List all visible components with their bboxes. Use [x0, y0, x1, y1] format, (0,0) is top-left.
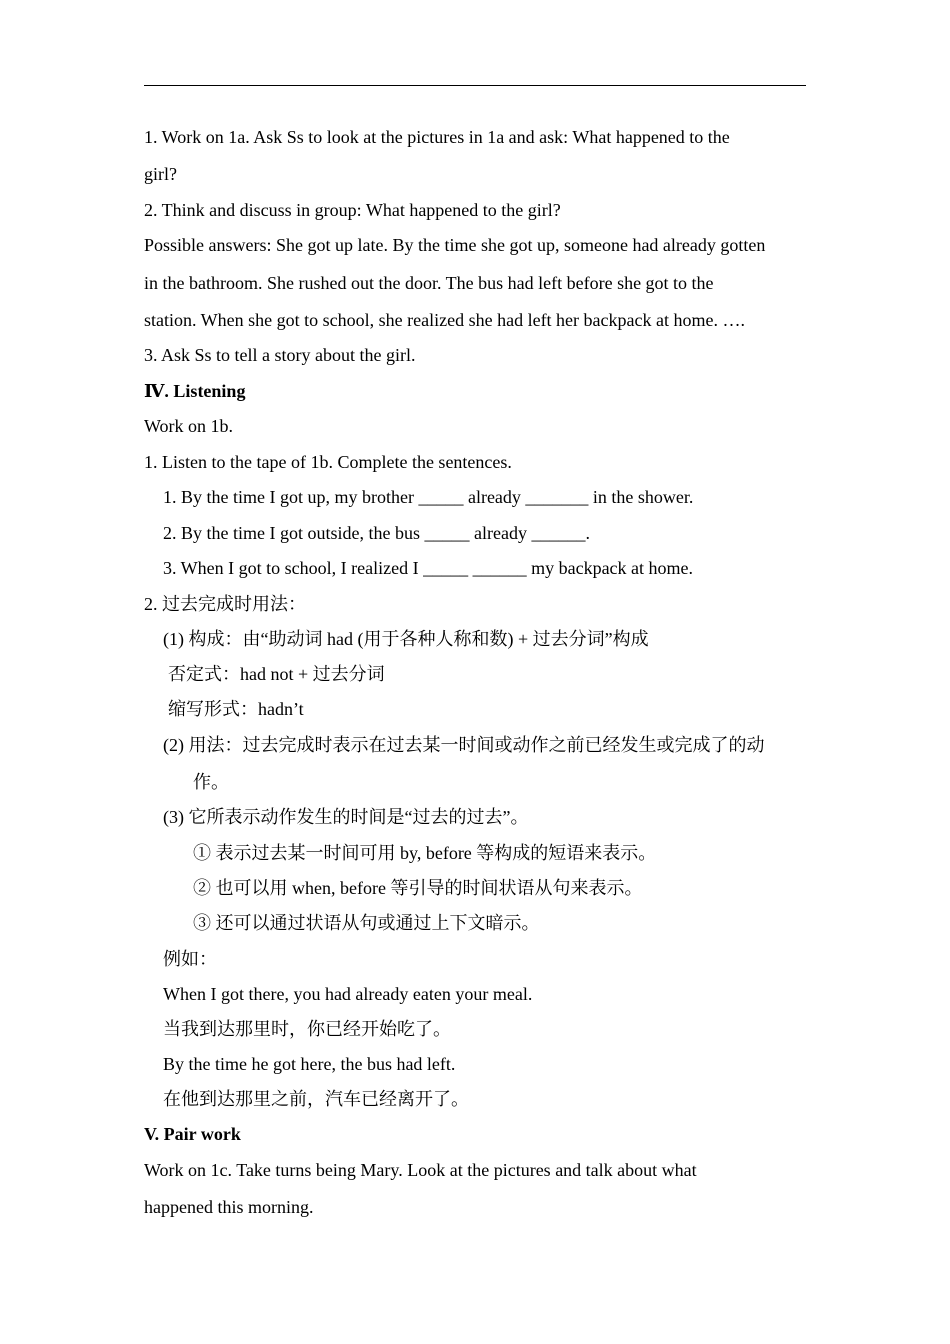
usage-rule-line2: 作。: [193, 772, 229, 792]
negative-form: 否定式：had not + 过去分词: [168, 664, 385, 684]
step3-text: 3. Ask Ss to tell a story about the girl.: [144, 345, 416, 365]
section-heading-listening: Ⅳ. Listening: [144, 381, 246, 401]
form-rule: (1) 构成：由“助动词 had (用于各种人称和数) + 过去分词”构成: [163, 629, 649, 649]
pair-work-line2: happened this morning.: [144, 1197, 314, 1217]
example-2-chinese: 在他到达那里之前，汽车已经离开了。: [163, 1089, 469, 1109]
past-perfect-usage-title: 2. 过去完成时用法：: [144, 594, 306, 614]
fill-blank-sentence-1: 1. By the time I got up, my brother _____ already _______ in the shower.: [163, 487, 694, 507]
time-rule: (3) 它所表示动作发生的时间是“过去的过去”。: [163, 807, 529, 827]
section-heading-pair-work: V. Pair work: [144, 1124, 241, 1144]
example-1-chinese: 当我到达那里时，你已经开始吃了。: [163, 1019, 451, 1039]
time-point-2: ② 也可以用 when, before 等引导的时间状语从句来表示。: [193, 878, 643, 898]
example-label: 例如：: [163, 949, 217, 969]
possible-answers-line3: station. When she got to school, she realized she had left her backpack at home. ….: [144, 310, 745, 330]
step2-text: 2. Think and discuss in group: What happened to the girl?: [144, 200, 561, 220]
example-2-english: By the time he got here, the bus had left.: [163, 1054, 456, 1074]
step1-text-line1: 1. Work on 1a. Ask Ss to look at the pictures in 1a and ask: What happened to the: [144, 127, 730, 147]
step1-text-line2: girl?: [144, 164, 177, 184]
possible-answers-line1: Possible answers: She got up late. By the time she got up, someone had already gotten: [144, 235, 766, 255]
header-rule: [144, 85, 806, 86]
fill-blank-sentence-3: 3. When I got to school, I realized I _____ ______ my backpack at home.: [163, 558, 694, 578]
usage-rule-line1: (2) 用法：过去完成时表示在过去某一时间或动作之前已经发生或完成了的动: [163, 735, 765, 755]
short-form: 缩写形式：hadn’t: [168, 699, 304, 719]
pair-work-line1: Work on 1c. Take turns being Mary. Look at the pictures and talk about what: [144, 1160, 697, 1180]
work-on-1b: Work on 1b.: [144, 416, 234, 436]
time-point-1: ① 表示过去某一时间可用 by, before 等构成的短语来表示。: [193, 843, 657, 863]
time-point-3: ③ 还可以通过状语从句或通过上下文暗示。: [193, 913, 540, 933]
possible-answers-line2: in the bathroom. She rushed out the door. The bus had left before she got to the: [144, 273, 714, 293]
fill-blank-sentence-2: 2. By the time I got outside, the bus _____ already ______.: [163, 523, 590, 543]
listen-instruction: 1. Listen to the tape of 1b. Complete the sentences.: [144, 452, 512, 472]
example-1-english: When I got there, you had already eaten your meal.: [163, 984, 533, 1004]
